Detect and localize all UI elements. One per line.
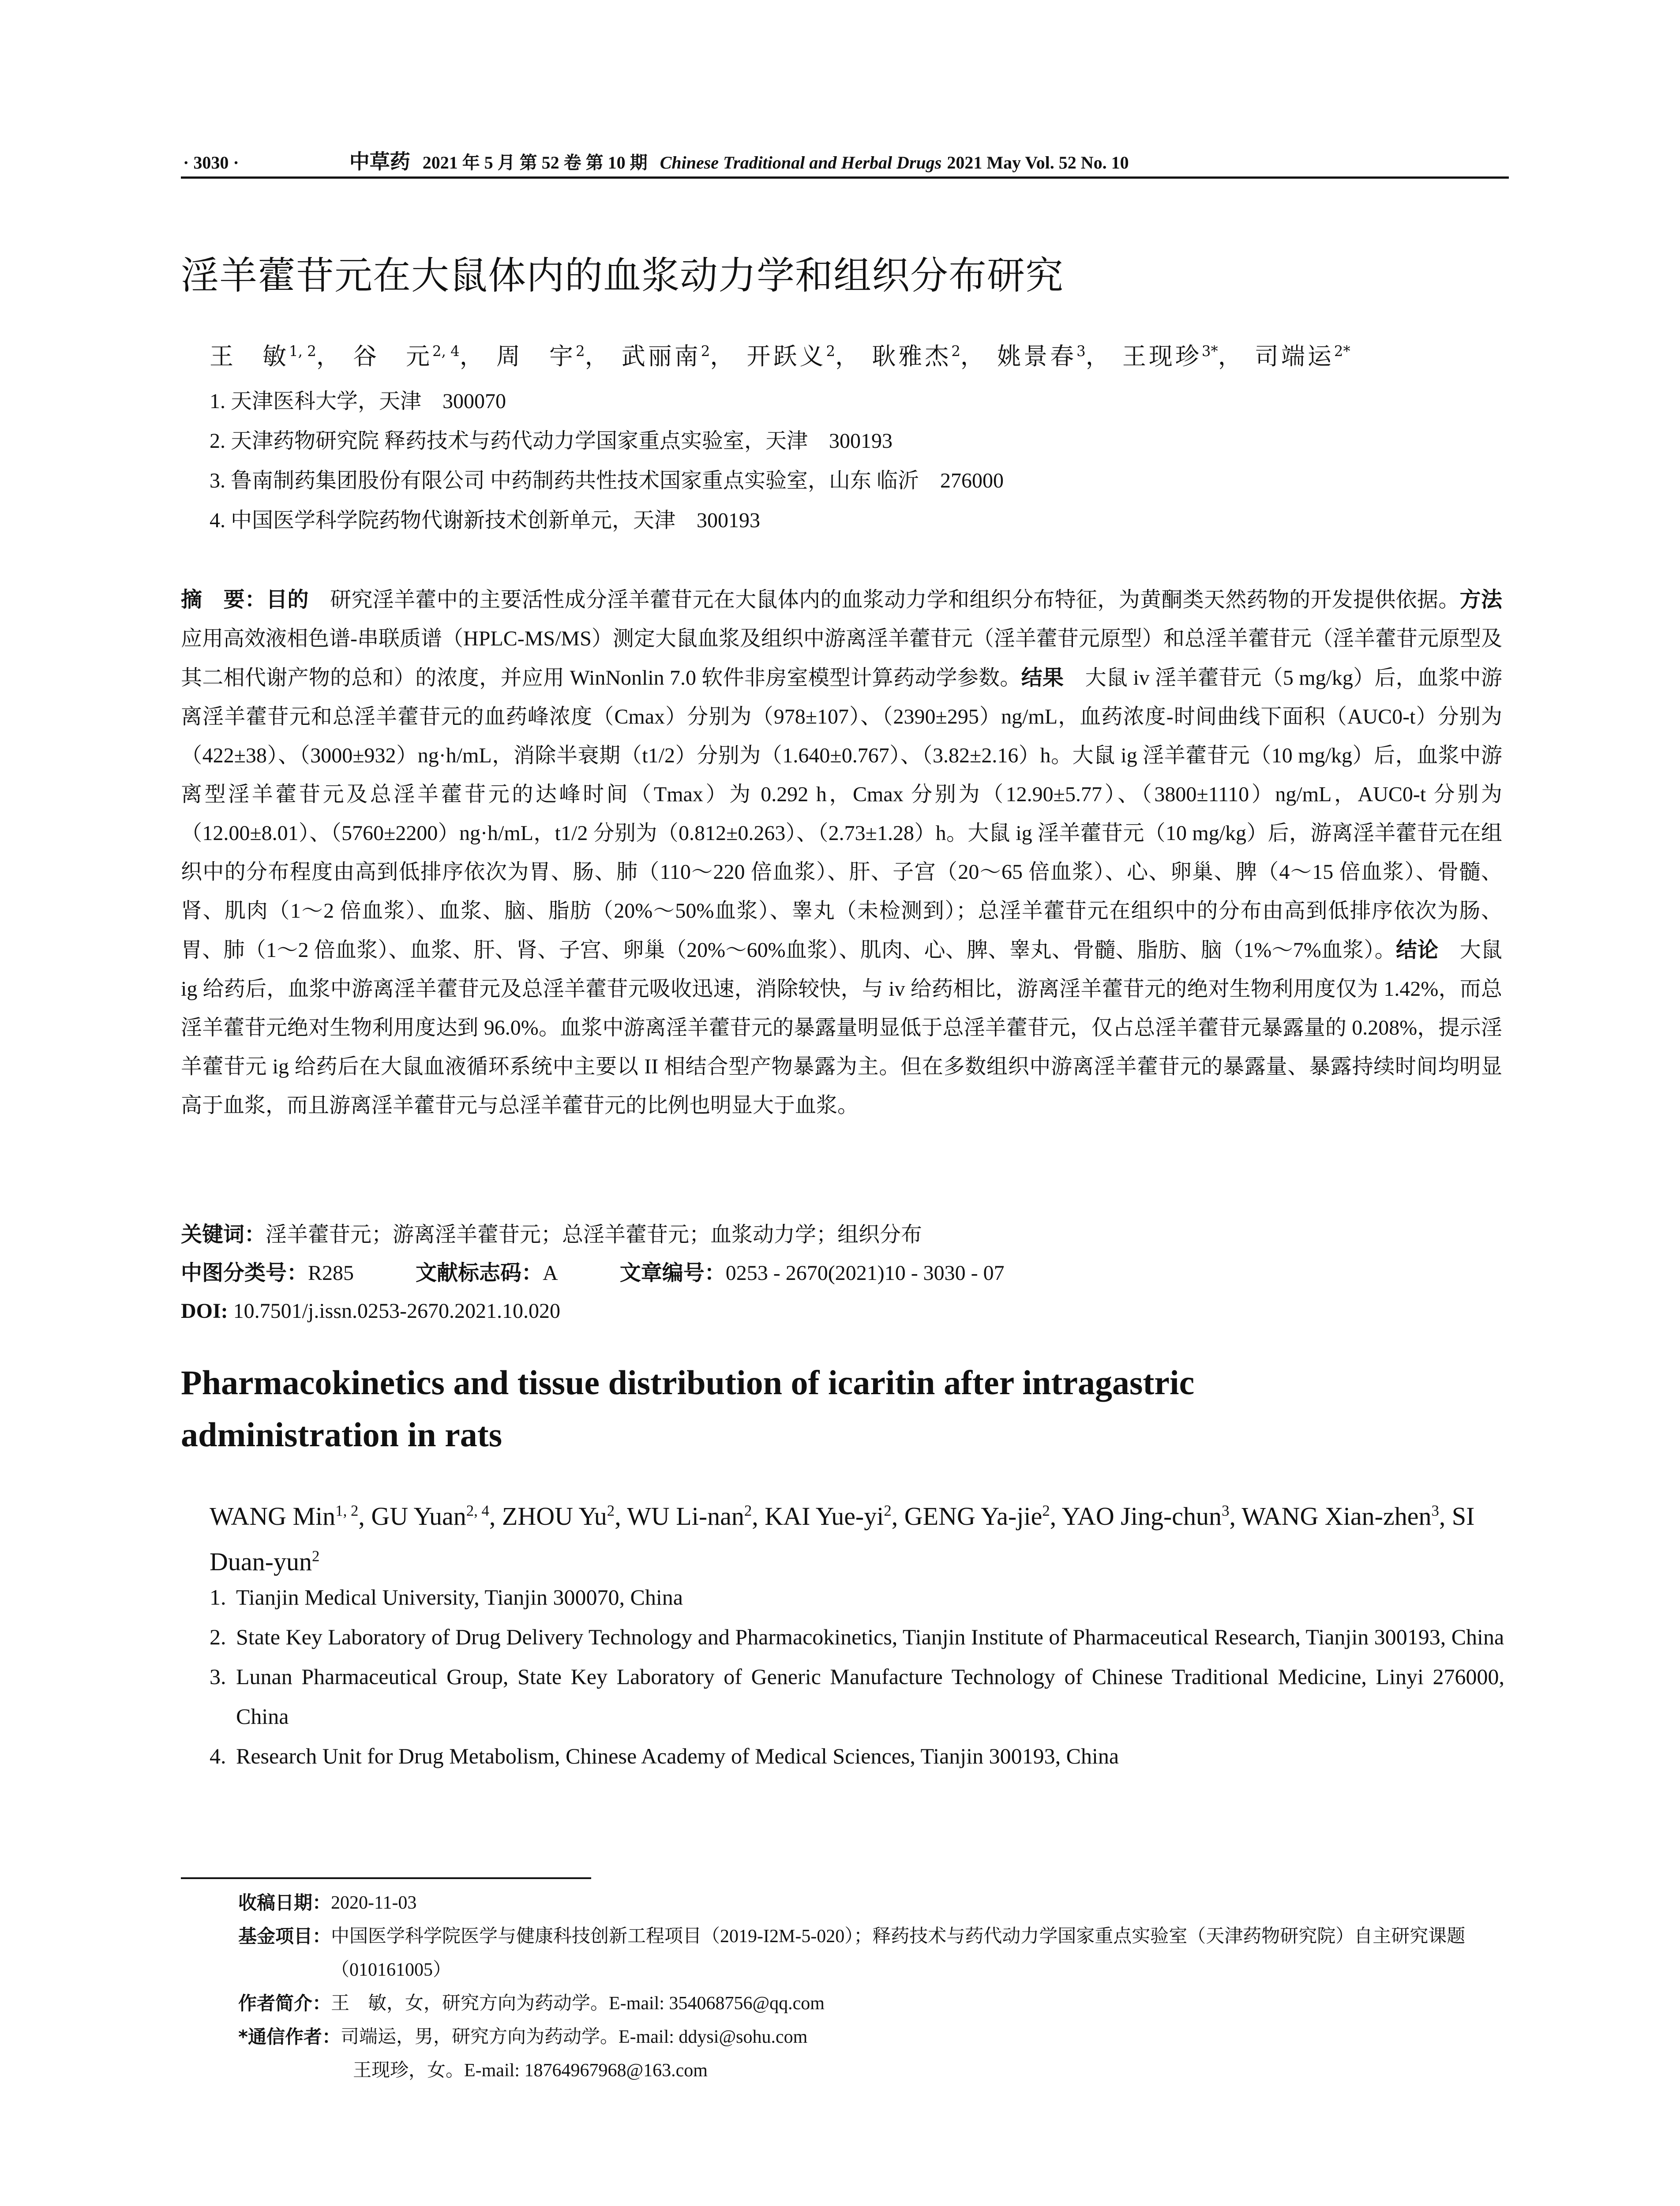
result-label: 结果: [1021, 665, 1064, 690]
footnotes: [238, 1886, 1504, 2087]
author-en: WANG Min$^{1, 2}$: [210, 1502, 359, 1531]
classification: 中图分类号：R285 文献标志码：A 文章编号：0253 - 2670(2021)10 - 3030 - 07: [181, 1261, 1005, 1285]
author-en: KAI Yue-$yi^2$: [765, 1502, 892, 1531]
author-en: SI Duan-yun$^2$: [210, 1502, 1475, 1576]
result-text: 大鼠 iv 淫羊藿苷元（5 mg/kg）后，血浆中游离淫羊藿苷元和总淫羊藿苷元的血药峰浓度（Cmax）分别为（978±107）、（2390±295）ng/mL，血药浓度-时间曲线下面积（AUC0-t）分别为（422±38）、（3000±932）ng·h/mL，消除半衰期（t1/2）分别为（1.640±0.767）、（3.82±2.16）h。大鼠 ig 淫羊藿苷元（10 mg/kg）后，血浆中游离型淫羊藿苷元及总淫羊藿苷元的达峰时间（Tmax）为 0.292 h，Cmax 分别为（12.90±5.77）、（3800±1110）ng/mL，AUC0-t 分别为（12.00±8.01）、（5760±2200）ng·h/mL，t1/2 分别为（0.812±0.263）、（2.73±1.28）h。大鼠 ig 淫羊藿苷元（10 mg/kg）后，游离淫羊藿苷元在组织中的分布程度由高到低排序依次为胃、肠、肺（110～220 倍血浆）、肝、子宫（20～65 倍血浆）、心、卵巢、脾（4～15 倍血浆）、骨髓、肾、肌肉（1～2 倍血浆）、血浆、脑、脂肪（20%～50%血浆）、睾丸（未检测到）；总淫羊藿苷元在组织中的分布由高到低排序依次为肠、胃、肺（1～2 倍血浆）、血浆、肝、肾、子宫、卵巢（20%～60%血浆）、肌肉、心、脾、睾丸、骨髓、脂肪、脑（1%～7%血浆）。: [181, 666, 1502, 962]
issue-info-en: 2021 May Vol. 52 No. 10: [947, 153, 1129, 173]
page-number: · 3030 ·: [183, 153, 239, 173]
footnote-received: 收稿日期： 2020-11-03: [238, 1892, 417, 1913]
author-cn: 王现珍$^{3*}$: [1122, 342, 1218, 370]
footnote-corresponding-2: 王现珍，女。E-mail: 18764967968@163.com: [353, 2060, 708, 2081]
author-en: ZHOU Yu$^2$: [502, 1502, 615, 1531]
affiliation-cn: 2. 天津药物研究院 释药技术与药代动力学国家重点实验室，天津 300193: [210, 429, 893, 453]
article-metadata: [181, 1216, 1504, 1330]
objective-label: 目的: [266, 587, 309, 612]
journal-name-cn: 中草药: [349, 150, 410, 173]
author-en: WU Li-nan$^2$: [627, 1502, 752, 1531]
issue-info-cn: 2021 年 5 月 第 52 卷 第 10 期: [422, 153, 648, 173]
objective-text: 研究淫羊藿中的主要活性成分淫羊藿苷元在大鼠体内的血浆动力学和组织分布特征，为黄酮类天然药物的开发提供依据。: [330, 588, 1460, 612]
running-header: [183, 146, 1507, 176]
affiliation-en: 4. Research Unit for Drug Metabolism, Chinese Academy of Medical Sciences, Tianjin 300193, China: [210, 1744, 1119, 1768]
author-en: GU Yuan$^{2, 4}$: [371, 1502, 489, 1531]
conclusion-label: 结论: [1395, 938, 1439, 962]
affiliation-cn: 4. 中国医学科学院药物代谢新技术创新单元，天津 300193: [210, 509, 761, 532]
author-cn: 司端运$^{2*}$: [1254, 342, 1350, 370]
footnote-fund: 基金项目： 中国医学科学院医学与健康科技创新工程项目（2019-I2M-5-020）；释药技术与药代动力学国家重点实验室（天津药物研究院）自主研究课题（010161005）: [238, 1925, 1466, 1980]
footnote-corresponding: *通信作者： 司端运，男，研究方向为药动学。E-mail: ddysi@sohu.com: [238, 2026, 808, 2048]
author-en: GENG Ya-jie$^2$: [904, 1502, 1050, 1531]
author-cn: 开跃义$^2$: [746, 342, 836, 370]
author-cn: 周 宇$^2$: [496, 342, 585, 370]
author-cn: 武丽南$^2$: [621, 342, 710, 370]
affiliations-en: [210, 1577, 1504, 1776]
affiliations-cn: [210, 382, 1533, 540]
authors-cn: 王 敏$^{1, 2}$， 谷 元$^{2, 4}$， 周 宇$^2$， 武丽南$^2$， 开跃义$^2$， 耿雅杰$^2$， 姚景春$^3$， 王现珍$^{3*}$， 司端运$^{2*}$: [210, 342, 1350, 370]
authors-en: WANG Min$^{1, 2}$, GU Yuan$^{2, 4}$, ZHOU Yu$^2$, WU Li-nan$^2$, KAI Yue-$yi^2$, GENG Ya-jie$^2$, YAO Jing-chun$^3$, WANG Xian-zhen$^3$, SI Duan-yun$^2$: [210, 1502, 1475, 1576]
keywords: 关键词：淫羊藿苷元；游离淫羊藿苷元；总淫羊藿苷元；血浆动力学；组织分布: [181, 1222, 922, 1247]
affiliation-en: 3. Lunan Pharmaceutical Group, State Key Laboratory of Generic Manufacture Technology of Chinese Traditional Medicine, Linyi 276000, China: [210, 1664, 1504, 1729]
footnote-author: 作者简介： 王 敏，女，研究方向为药动学。E-mail: 354068756@qq.com: [238, 1992, 825, 2014]
affiliation-cn: 3. 鲁南制药集团股份有限公司 中药制药共性技术国家重点实验室，山东 临沂 276000: [210, 469, 1004, 492]
title-cn: 淫羊藿苷元在大鼠体内的血浆动力学和组织分布研究: [181, 254, 1064, 298]
abstract-label: 摘 要：: [181, 587, 266, 612]
author-cn: 王 敏$^{1, 2}$: [210, 342, 316, 370]
author-cn: 耿雅杰$^2$: [872, 342, 960, 370]
affiliation-cn: 1. 天津医科大学，天津 300070: [210, 390, 506, 413]
affiliation-en: 1. Tianjin Medical University, Tianjin 300070, China: [210, 1585, 683, 1609]
author-cn: 姚景春$^3$: [997, 342, 1086, 370]
abstract-cn: [181, 580, 1502, 1125]
doi-link[interactable]: 10.7501/j.issn.0253-2670.2021.10.020: [233, 1299, 561, 1323]
journal-name-en: Chinese Traditional and Herbal Drugs: [660, 153, 942, 173]
method-text: 应用高效液相色谱-串联质谱（HPLC-MS/MS）测定大鼠血浆及组织中游离淫羊藿苷元（淫羊藿苷元原型）和总淫羊藿苷元（淫羊藿苷元原型及其二相代谢产物的总和）的浓度，并应用 WinNonlin 7.0 软件非房室模型计算药动学参数。: [181, 627, 1502, 690]
method-label: 方法: [1459, 587, 1502, 612]
author-en: WANG Xian-zhen$^3$: [1241, 1502, 1439, 1531]
header-rule: [181, 176, 1509, 179]
author-en: YAO Jing-chun$^3$: [1061, 1502, 1230, 1531]
author-cn: 谷 元$^{2, 4}$: [352, 342, 460, 370]
title-en: Pharmacokinetics and tissue distribution of icaritin after intragastric administration in rats: [181, 1363, 1195, 1454]
footnote-rule: [181, 1877, 591, 1879]
conclusion-text: 大鼠 ig 给药后，血浆中游离淫羊藿苷元及总淫羊藿苷元吸收迅速，消除较快，与 iv 给药相比，游离淫羊藿苷元的绝对生物利用度仅为 1.42%，而总淫羊藿苷元绝对生物利用度达到 96.0%。血浆中游离淫羊藿苷元的暴露量明显低于总淫羊藿苷元，仅占总淫羊藿苷元暴露量的 0.208%，提示淫羊藿苷元 ig 给药后在大鼠血液循环系统中主要以 II 相结合型产物暴露为主。但在多数组织中游离淫羊藿苷元的暴露量、暴露持续时间均明显高于血浆，而且游离淫羊藿苷元与总淫羊藿苷元的比例也明显大于血浆。: [181, 938, 1502, 1117]
affiliation-en: 2. State Key Laboratory of Drug Delivery Technology and Pharmacokinetics, Tianjin Institute of Pharmaceutical Research, Tianjin 300193, China: [210, 1624, 1504, 1649]
doi: DOI: 10.7501/j.issn.0253-2670.2021.10.020: [181, 1299, 561, 1323]
